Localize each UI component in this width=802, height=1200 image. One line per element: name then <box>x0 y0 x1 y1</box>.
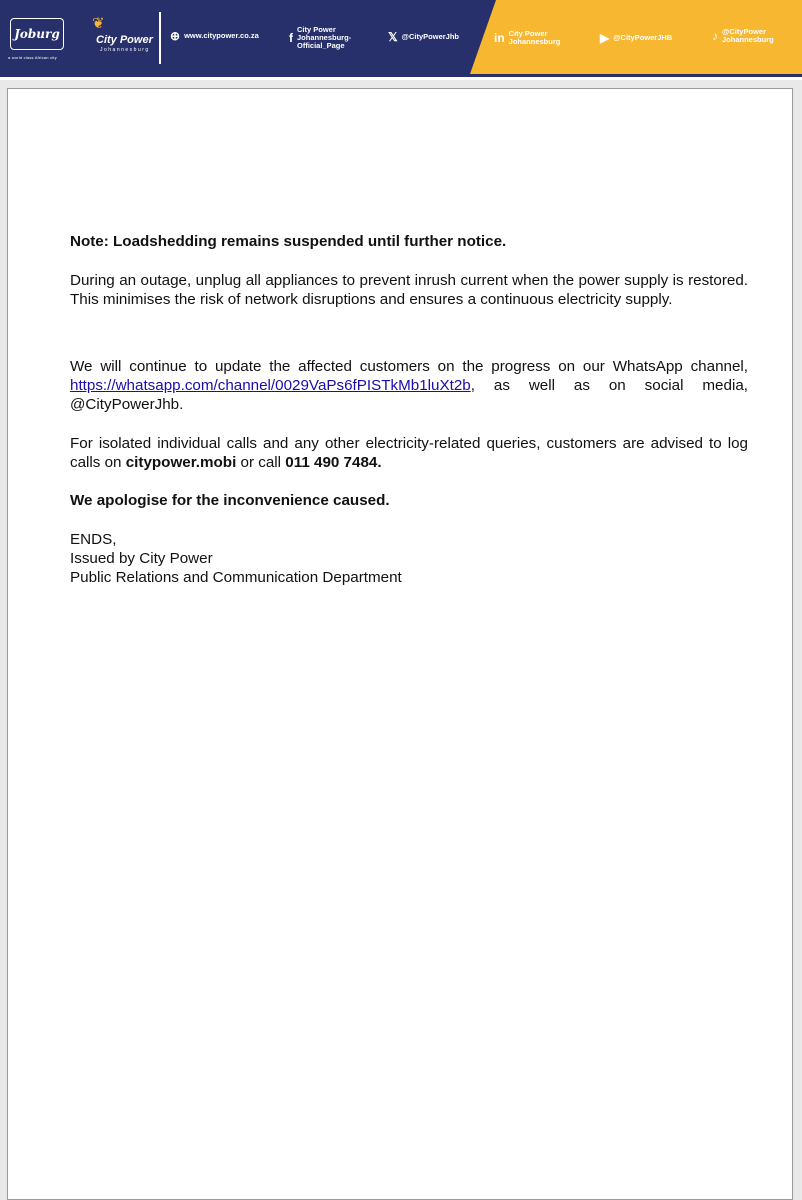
facebook-text: City Power Johannesburg-Official_Page <box>297 25 352 50</box>
update-paragraph <box>70 358 748 414</box>
website-text: www.citypower.co.za <box>184 31 259 40</box>
outage-advice: During an outage, unplug all appliances to prevent inrush current when the power supply is restored. This minimises the risk of network disruptions and ensures a continuous electricity supply. <box>70 271 748 308</box>
queries-mid: or call <box>240 453 282 471</box>
twitter-link[interactable] <box>388 30 459 44</box>
tiktok-icon: ♪ <box>712 29 718 43</box>
website-link[interactable] <box>170 29 259 43</box>
x-icon: 𝕏 <box>388 30 398 44</box>
apology: We apologise for the inconvenience caused. <box>70 492 390 510</box>
sign-issued: Issued by City Power <box>70 549 213 567</box>
queries-paragraph <box>70 435 748 473</box>
youtube-text: @CityPowerJHB <box>613 33 673 42</box>
linkedin-link[interactable] <box>494 30 584 46</box>
loadshedding-note: Note: Loadshedding remains suspended until further notice. <box>70 233 507 250</box>
sign-dept: Public Relations and Communication Department <box>70 568 402 586</box>
youtube-icon: ▶ <box>600 31 610 45</box>
brand-name: City Power <box>96 34 153 46</box>
banner-rule <box>0 74 802 77</box>
letterhead-banner <box>0 0 802 80</box>
tiktok-text: @CityPower Johannesburg <box>722 27 774 44</box>
queries-phone: 011 490 7484. <box>285 453 382 471</box>
linkedin-icon: in <box>494 31 505 45</box>
queries-site: citypower.mobi <box>125 453 237 471</box>
city-power-flame-icon: ❦ <box>92 15 105 32</box>
facebook-link[interactable] <box>289 26 379 50</box>
queries-intro: For isolated individual calls and any other electricity-related queries, customers are advised to log calls on <box>70 434 748 471</box>
brand-sub: Johannesburg <box>100 47 150 53</box>
whatsapp-link[interactable]: https://whatsapp.com/channel/0029VaPs6fPISTkMb1luXt2b <box>70 377 471 395</box>
linkedin-text: City Power Johannesburg <box>508 29 561 46</box>
banner-divider <box>159 12 161 64</box>
youtube-link[interactable] <box>600 31 673 45</box>
sign-ends: ENDS, <box>70 531 117 549</box>
twitter-text: @CityPowerJhb <box>401 32 459 41</box>
joburg-logo: Joburg <box>10 18 64 50</box>
globe-icon: ⊕ <box>170 29 181 43</box>
update-outro: , as well as on social media, @CityPowerJhb. <box>70 377 748 413</box>
joburg-tagline: a world class African city <box>8 55 57 60</box>
update-intro: We will continue to update the affected customers on the progress on our WhatsApp channel, <box>70 358 748 376</box>
facebook-icon: f <box>289 31 293 45</box>
tiktok-link[interactable] <box>712 28 794 44</box>
statement-body <box>70 233 748 588</box>
document-page <box>7 88 793 1200</box>
